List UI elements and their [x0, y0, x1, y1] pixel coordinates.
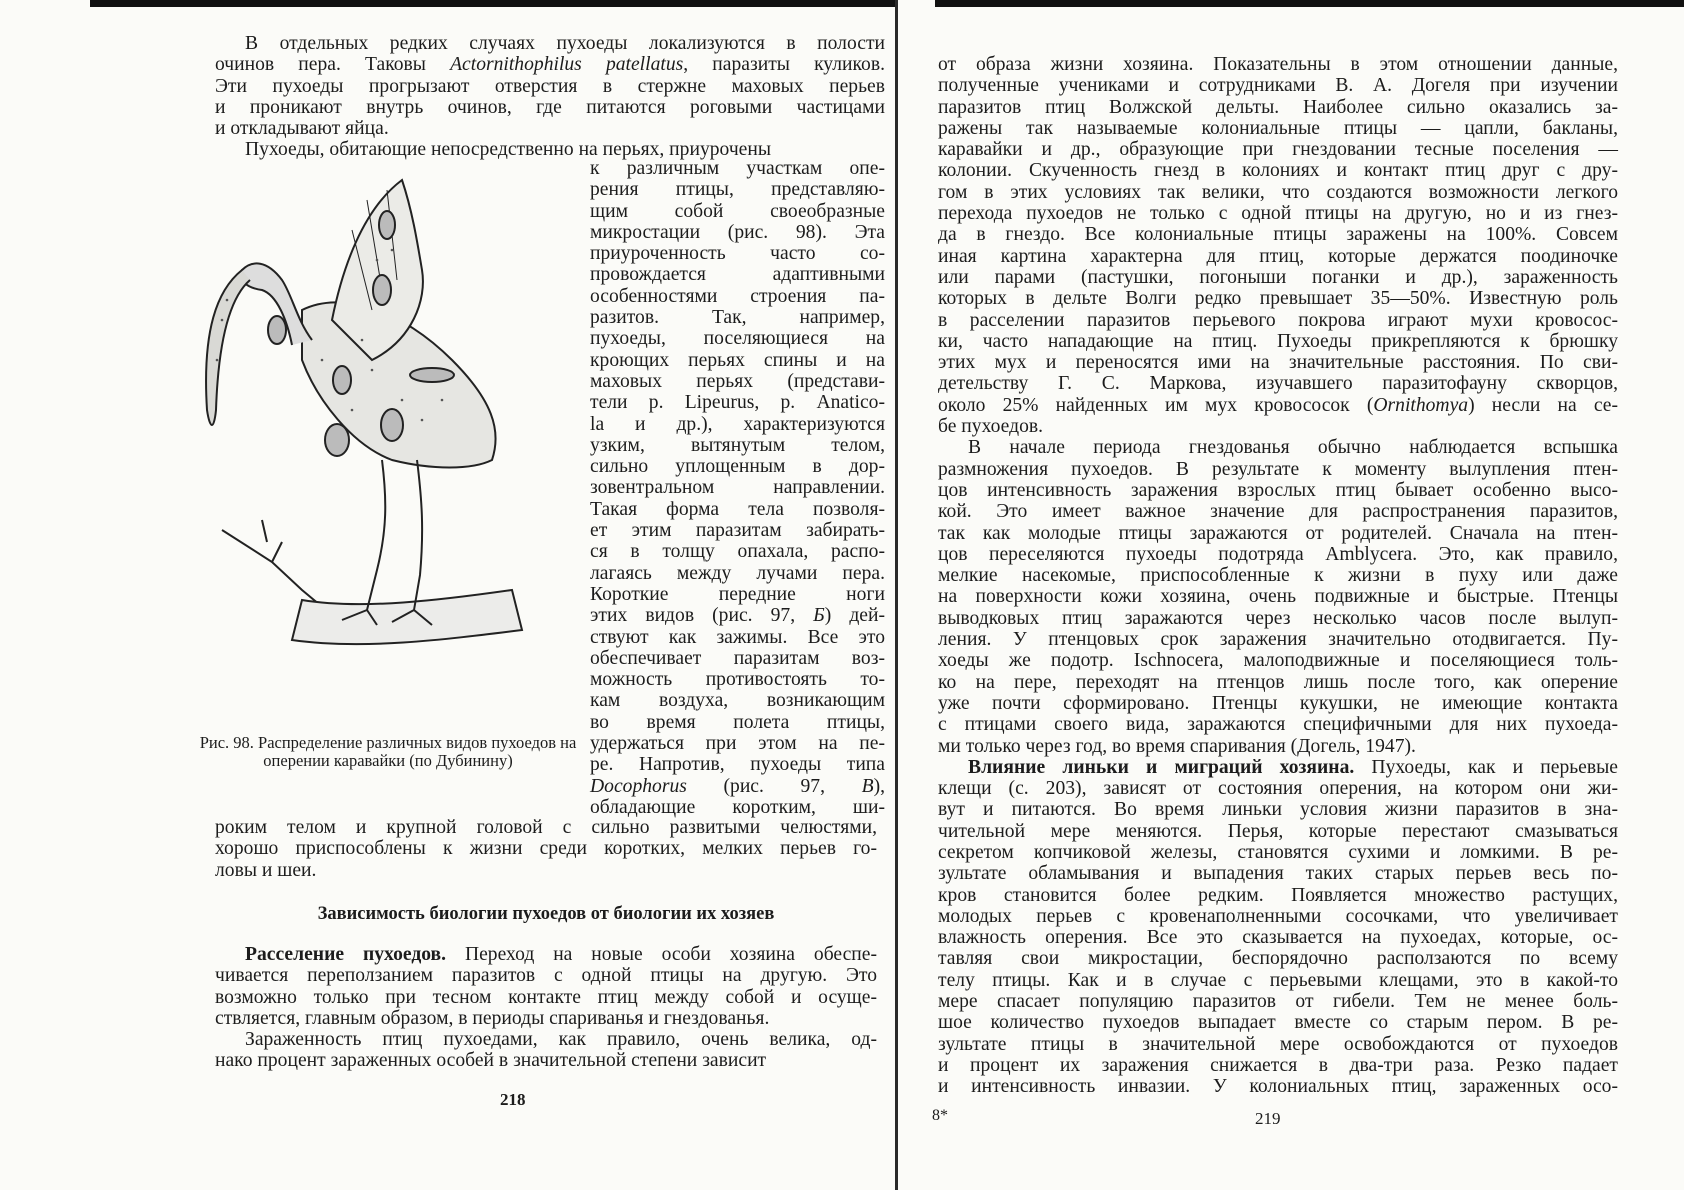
- text-line: которых в дельте Волги редко превышает 35—50%. Известную роль: [938, 288, 1618, 310]
- text-line: мелкие насекомые, приспособленные к жизни в пуху или даже: [938, 565, 1618, 587]
- text-line: выводковых птиц заражаются через несколько часов после вылуп-: [938, 607, 1618, 629]
- section-heading: Зависимость биологии пухоедов от биологии их хозяев: [317, 904, 775, 924]
- text-line: колонии. Скученность гнезд в колониях и контакт птиц друг с дру-: [938, 160, 1618, 182]
- text-line: шое количество пухоедов выпадает вместе со старым пером. В ре-: [938, 1012, 1618, 1034]
- top-edge-right: [935, 0, 1684, 7]
- text-line: зовентральном направлении.: [590, 477, 885, 499]
- text-line: ми только через год, во время спаривания (Догель, 1947).: [938, 735, 1416, 757]
- text-line: перехода пухоедов не только с одной птицы на другую, но и из гнез-: [938, 203, 1618, 225]
- text-line: обеспечивает паразитам воз-: [590, 647, 885, 669]
- text-line: кроющих перьях спины и на: [590, 349, 885, 371]
- text-line: тели р. Lipeurus, р. Anatico-: [590, 392, 885, 414]
- page-number-left: 218: [500, 1090, 526, 1109]
- text-line: клещи (с. 203), зависят от состояния оперения, на котором они жи-: [938, 778, 1618, 800]
- text-line: к различным участкам опе-: [590, 158, 885, 179]
- text-line: кой. Это имеет важное значение для распространения паразитов,: [938, 501, 1618, 523]
- left-page-wrap-text: [590, 158, 885, 818]
- text-line: ко на пере, переходят на птенцов лишь после того, как оперение: [938, 671, 1618, 693]
- text-line: гом в этих условиях так велики, что создаются возможности легкого: [938, 181, 1618, 203]
- text-line: разитов. Так, например,: [590, 307, 885, 329]
- text-line: ся в толщу опахала, распо-: [590, 541, 885, 563]
- text-line: микростации (рис. 98). Эта: [590, 221, 885, 243]
- text-line: Влияние линьки и миграций хозяина. Пухоеды, как и перьевые: [968, 756, 1618, 778]
- text-line: возможно только при тесном контакте птиц между собой и осуще-: [215, 986, 877, 1008]
- text-line: пухоеды, поселяющиеся на: [590, 328, 885, 350]
- text-line: нако процент зараженных особей в значительной степени зависит: [215, 1050, 767, 1072]
- text-line: можность противостоять то-: [590, 669, 885, 691]
- left-page-section-text: [215, 944, 877, 1072]
- text-line: В начале периода гнездованья обычно наблюдается вспышка: [968, 437, 1618, 459]
- text-line: Пухоеды, обитающие непосредственно на перьях, приурочены: [245, 139, 772, 161]
- top-edge-left: [90, 0, 895, 7]
- text-line: во время полета птицы,: [590, 711, 885, 733]
- text-line: хорошо приспособлены к жизни среди коротких, мелких перьев го-: [215, 838, 877, 860]
- text-line: щим собой своеобразные: [590, 200, 885, 222]
- figure-caption: Рис. 98. Распределение различных видов пухоедов на оперении каравайки (по Дубинину): [199, 733, 577, 770]
- text-line: и проникают внутрь очинов, где питаются роговыми частицами: [215, 96, 885, 118]
- text-line: лагаясь между лучами пера.: [590, 562, 885, 584]
- text-line: на поверхности кожи хозяина, очень подвижные и быстрые. Птенцы: [938, 586, 1618, 608]
- signature-mark: 8*: [932, 1107, 948, 1124]
- text-line: узким, вытянутым телом,: [590, 434, 885, 456]
- text-line: каравайки и др., образующие при гнездовании тесные поселения —: [938, 139, 1618, 161]
- text-line: зультате птицы в значительной мере освобождаются от пухоедов: [938, 1033, 1618, 1055]
- text-line: хоеды же подотр. Ischnocera, малоподвижные и поселяющиеся толь-: [938, 650, 1618, 672]
- book-gutter: [895, 0, 898, 1190]
- text-line: мере спасает популяцию паразитов от гибели. Тем не менее боль-: [938, 991, 1618, 1013]
- left-page-top-text: [215, 33, 885, 161]
- text-line: иная картина характерна для птиц, которые держатся поодиночке: [938, 245, 1618, 267]
- figure-ibis-illustration: [192, 170, 562, 710]
- text-line: и процент их заражения снижается в два-три раза. Резко падает: [938, 1054, 1618, 1076]
- text-line: ствляется, главным образом, в периоды спариванья и гнездованья.: [215, 1007, 770, 1029]
- text-line: провождается адаптивными: [590, 264, 885, 286]
- page-number-right: 219: [1255, 1109, 1281, 1128]
- text-line: паразитов птиц Волжской дельты. Наиболее сильно оказались за-: [938, 96, 1618, 118]
- text-line: в расселении паразитов перьевого покрова играют мухи кровосос-: [938, 309, 1618, 331]
- text-line: Docophorus (рис. 97, В),: [590, 775, 885, 797]
- text-line: кров становится более редким. Появляется множество растущих,: [938, 884, 1618, 906]
- text-line: ре. Напротив, пухоеды типа: [590, 754, 885, 776]
- text-line: кам воздуха, возникающим: [590, 690, 885, 712]
- text-line: этих видов (рис. 97, Б) дей-: [590, 605, 885, 627]
- text-line: тавляя свои микростации, беспорядочно расползаются по всему: [938, 948, 1618, 970]
- text-line: около 25% найденных им мух кровососок (Ornithomya) несли на се-: [938, 394, 1618, 416]
- text-line: ки, часто нападающие на птиц. Пухоеды прикрепляются к брюшку: [938, 330, 1618, 352]
- text-line: и откладывают яйца.: [215, 118, 389, 140]
- text-line: Такая форма тела позволя-: [590, 498, 885, 520]
- text-line: телу птицы. Как и в случае с перьевыми клещами, это в какой-то: [938, 969, 1618, 991]
- text-line: ловы и шеи.: [215, 859, 317, 881]
- text-line: ет этим паразитам забирать-: [590, 520, 885, 542]
- text-line: особенностями строения па-: [590, 285, 885, 307]
- text-line: уже почти сформировано. Птенцы кукушки, не имеющие контакта: [938, 692, 1618, 714]
- text-line: размножения пухоедов. В результате к моменту вылупления птен-: [938, 458, 1618, 480]
- text-line: с птицами своего вида, заражаются специфичными для них пухоеда-: [938, 714, 1618, 736]
- text-line: и интенсивность инвазии. У колониальных птиц, зараженных осо-: [938, 1076, 1618, 1098]
- text-line: Короткие передние ноги: [590, 583, 885, 605]
- text-line: цов интенсивность заражения взрослых птиц бывает особенно высо-: [938, 479, 1618, 501]
- text-line: удержаться при этом на пе-: [590, 733, 885, 755]
- text-line: В отдельных редких случаях пухоеды локализуются в полости: [245, 33, 885, 54]
- text-line: зультате обламывания и выпадения таких старых перьев весь по-: [938, 863, 1618, 885]
- text-line: или парами (пастушки, погоныши поганки и др.), зараженность: [938, 266, 1618, 288]
- text-line: сильно уплощенным в дор-: [590, 456, 885, 478]
- text-line: ствуют как зажимы. Все это: [590, 626, 885, 648]
- text-line: полученные учениками и сотрудниками В. А. Догеля при изучении: [938, 75, 1618, 97]
- text-line: Эти пухоеды прогрызают отверстия в стержне маховых перьев: [215, 75, 885, 97]
- left-page-continuation-text: [215, 817, 877, 881]
- text-line: секретом копчиковой железы, становятся сухими и ломкими. В ре-: [938, 841, 1618, 863]
- text-line: приуроченность часто со-: [590, 243, 885, 265]
- text-line: очинов пера. Таковы Actornithophilus patellatus, паразиты куликов.: [215, 54, 885, 76]
- text-line: ражены так называемые колониальные птицы — цапли, бакланы,: [938, 117, 1618, 139]
- text-line: этих мух и переносятся ими на значительные расстояния. По сви-: [938, 352, 1618, 374]
- text-line: детельству Г. С. Маркова, изучавшего паразитофауну скворцов,: [938, 373, 1618, 395]
- text-line: la и др.), характеризуются: [590, 413, 885, 435]
- text-line: от образа жизни хозяина. Показательны в этом отношении данные,: [938, 54, 1618, 75]
- text-line: Зараженность птиц пухоедами, как правило, очень велика, од-: [245, 1029, 877, 1051]
- text-line: молодых перьев с кровенаполненными сосочками, что увеличивает: [938, 905, 1618, 927]
- text-line: так как молодые птицы заражаются от родителей. Сначала на птен-: [938, 522, 1618, 544]
- text-line: Расселение пухоедов. Переход на новые особи хозяина обеспе-: [245, 944, 877, 965]
- right-page-text: [938, 54, 1618, 1098]
- text-line: ления. У птенцовых срок заражения значительно отодвигается. Пу-: [938, 629, 1618, 651]
- text-line: бе пухоедов.: [938, 416, 1044, 438]
- text-line: рения птицы, представляю-: [590, 179, 885, 201]
- text-line: роким телом и крупной головой с сильно развитыми челюстями,: [215, 817, 877, 838]
- text-line: вут и питаются. Во время линьки условия жизни паразитов в зна-: [938, 799, 1618, 821]
- text-line: маховых перьях (представи-: [590, 370, 885, 392]
- text-line: обладающие коротким, ши-: [590, 796, 885, 818]
- text-line: влажность оперения. Все это сказывается на пухоедах, которые, ос-: [938, 927, 1618, 949]
- text-line: чительной мере меняются. Перья, которые перестают смазываться: [938, 820, 1618, 842]
- text-line: цов переселяются пухоеды подотряда Amblycera. Это, как правило,: [938, 543, 1618, 565]
- text-line: чивается переползанием паразитов с одной птицы на другую. Это: [215, 965, 877, 987]
- text-line: да в гнездо. Все колониальные птицы заражены на 100%. Совсем: [938, 224, 1618, 246]
